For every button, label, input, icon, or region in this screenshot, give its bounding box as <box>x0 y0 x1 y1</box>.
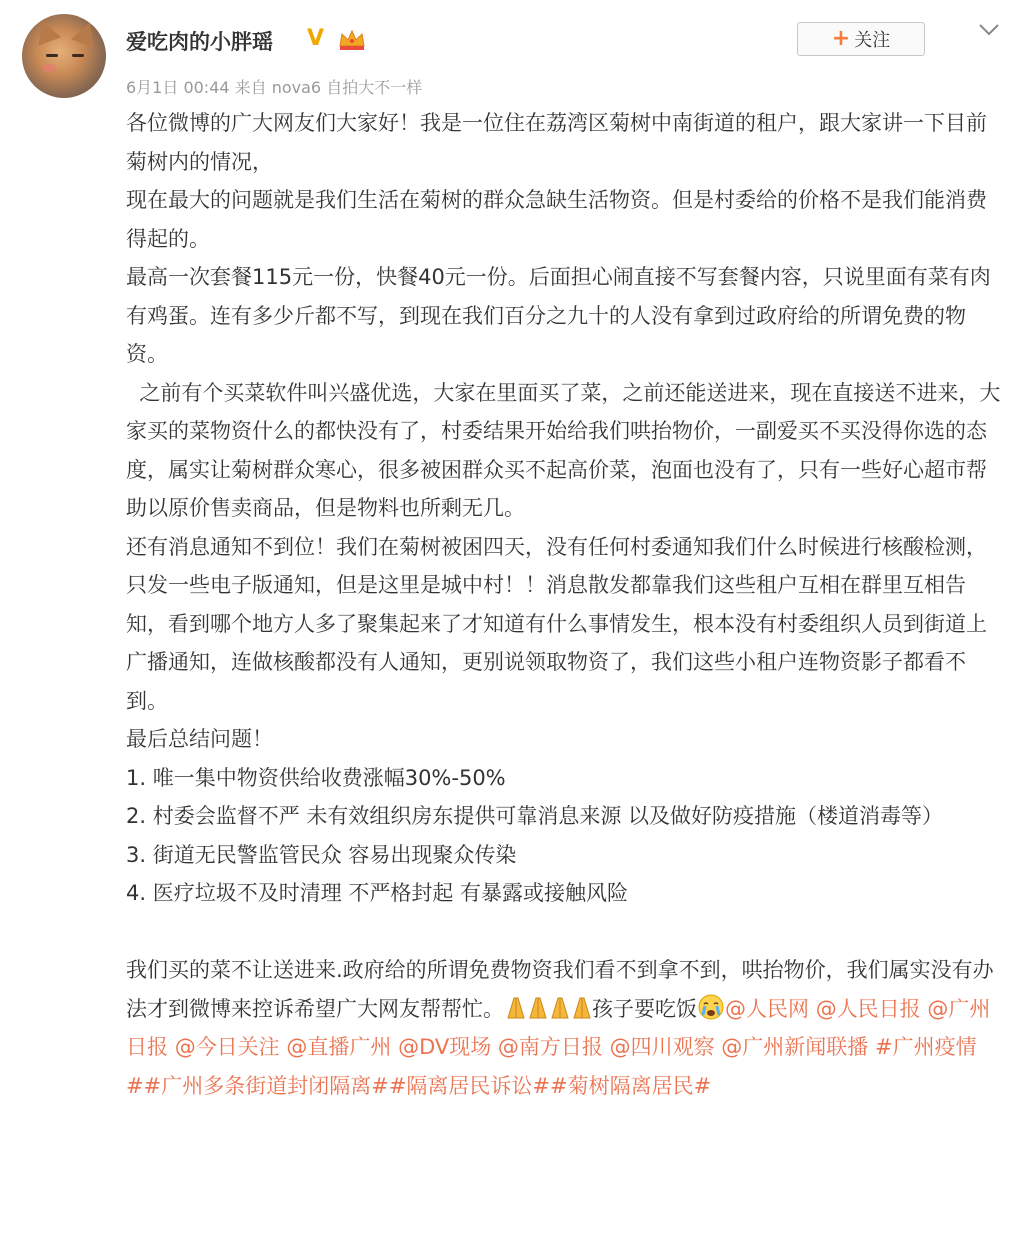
paragraph: 最后总结问题！ <box>126 727 273 751</box>
post-body <box>126 104 1006 1105</box>
paragraph: 各位微博的广大网友们大家好！我是一位住在荔湾区菊树中南街道的租户，跟大家讲一下目前菊树内的情况， <box>126 111 987 174</box>
mention-link[interactable]: @四川观察 <box>609 1035 715 1059</box>
closing-tail: 孩子要吃饭 <box>592 996 697 1021</box>
list-item: 3. 街道无民警监管民众 容易出现聚众传染 <box>126 842 517 867</box>
hashtag-link[interactable]: #菊树隔离居民# <box>550 1073 712 1098</box>
username[interactable]: 爱吃肉的小胖瑶 <box>126 30 273 54</box>
post-meta: 6月1日 00:44 来自 nova6 自拍大不一样 <box>126 78 423 97</box>
paragraph: 现在最大的问题就是我们生活在菊树的群众急缺生活物资。但是村委给的价格不是我们能消费得起的。 <box>126 188 987 251</box>
paragraph: 还有消息通知不到位！我们在菊树被困四天，没有任何村委通知我们什么时候进行核酸检测，只发一些电子版通知，但是这里是城中村！！消息散发都靠我们这些租户互相在群里互相告知，看到哪个地方人多了聚集起来了才知道有什么事情发生，根本没有村委组织人员到街道上广播通知，连做核酸都没有人通知，更别说领取物资了，我们这些小租户连物资影子都看不到。 <box>126 534 987 713</box>
mention-link[interactable]: @南方日报 <box>497 1035 603 1059</box>
mention-link[interactable]: @广州新闻联播 <box>721 1035 869 1059</box>
paragraph: 最高一次套餐115元一份，快餐40元一份。后面担心闹直接不写套餐内容，只说里面有菜有肉有鸡蛋。连有多少斤都不写，到现在我们百分之九十的人没有拿到过政府给的所谓免费的物资。 <box>126 265 991 366</box>
list-item: 4. 医疗垃圾不及时清理 不严格封起 有暴露或接触风险 <box>126 881 629 905</box>
folded-hands-emoji <box>504 994 592 1020</box>
crown-badge-icon <box>337 28 367 52</box>
mention-link[interactable]: @人民日报 <box>815 996 921 1021</box>
paragraph: 之前有个买菜软件叫兴盛优选，大家在里面买了菜，之前还能送进来，现在直接送不进来，大家买的菜物资什么的都快没有了，村委结果开始给我们哄抬物价，一副爱买不买没得你选的态度，属实让菊树群众寒心，很多被困群众买不起高价菜，泡面也没有了，只有一些好心超市帮助以原价售卖商品，但是物料也所剩无几。 <box>126 380 1001 520</box>
mention-link[interactable]: @广州日报 <box>126 996 991 1059</box>
hashtag-link[interactable]: #广州多条街道封闭隔离# <box>143 1073 389 1098</box>
list-item: 2. 村委会监督不严 未有效组织房东提供可靠消息来源 以及做好防疫措施（楼道消毒等） <box>126 804 944 828</box>
avatar[interactable] <box>22 14 106 98</box>
follow-button[interactable] <box>797 22 925 56</box>
plus-icon: + <box>831 26 851 51</box>
crying-face-emoji <box>697 993 725 1021</box>
mention-link[interactable]: @直播广州 <box>286 1035 392 1059</box>
verified-v-icon: V <box>307 26 325 51</box>
hashtag-link[interactable]: #广州疫情# <box>126 1035 977 1098</box>
mention-link[interactable]: @DV现场 <box>398 1035 492 1059</box>
mention-link[interactable]: @今日关注 <box>174 1035 280 1059</box>
chevron-down-icon[interactable] <box>978 18 1000 40</box>
list-item: 1. 唯一集中物资供给收费涨幅30%-50% <box>126 765 506 790</box>
mention-link[interactable]: @人民网 <box>725 996 809 1021</box>
closing-text: 我们买的菜不让送进来.政府给的所谓免费物资我们看不到拿不到，哄抬物价，我们属实没有办法才到微博来控诉希望广大网友帮帮忙。 <box>126 958 994 1021</box>
hashtag-link[interactable]: #隔离居民诉讼# <box>388 1073 551 1098</box>
closing-paragraph <box>126 951 1006 1105</box>
follow-label: 关注 <box>854 30 891 51</box>
